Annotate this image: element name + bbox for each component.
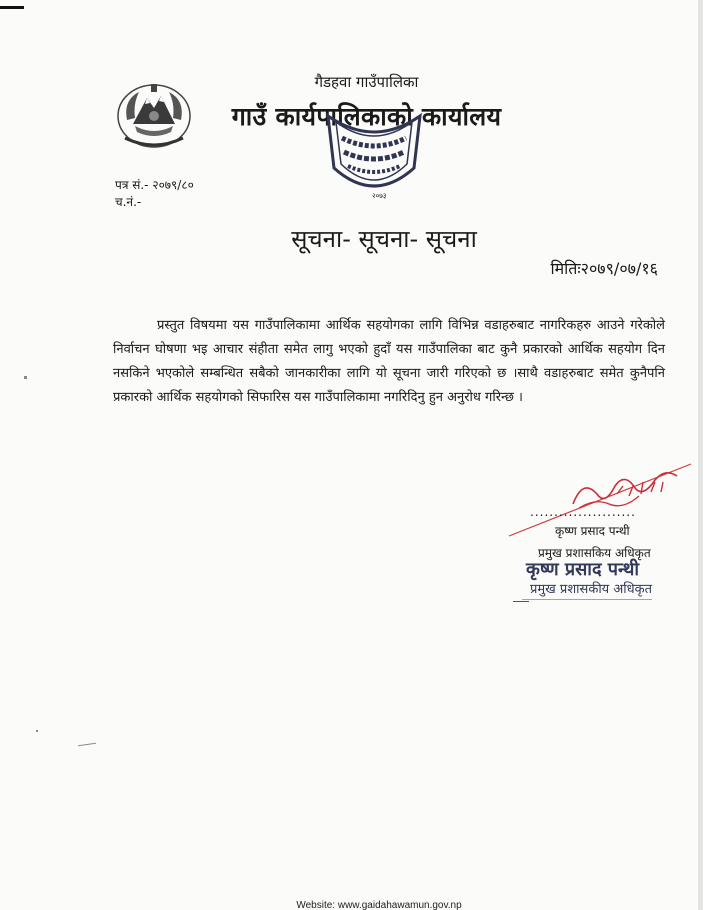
- name-stamp: कृष्ण प्रसाद पन्थी: [526, 559, 639, 580]
- title-stamp: प्रमुख प्रशासकीय अधिकृत: [530, 582, 653, 597]
- signature-line: ......................: [530, 505, 636, 519]
- scan-edge-mark: [0, 6, 24, 9]
- footer-website: Website: www.gaidahawamun.gov.np: [296, 900, 462, 910]
- scan-speck: [36, 730, 38, 732]
- notice-date: मितिः२०७९/०७/१६: [550, 259, 658, 278]
- notice-heading: सूचना- सूचना- सूचना: [291, 225, 477, 253]
- notice-body-text: प्रस्तुत विषयमा यस गाउँपालिकामा आर्थिक सहयोगका लागि विभिन्न वडाहरुबाट नागरिकहरु आउने गरेकोले निर्वाचन घोषणा भइ आचार संहीता समेत लागु भएको हुदाँ यस गाउँपालिका बाट कुनै प्रकारको आर्थिक सहयोग दिन नसकिने भएकोले सम्बन्धित सबैको जानकारीका लागि यो सूचना जारी गरिएको छ ।साथै वडाहरुबाट समेत कुनैपनि प्रकारको आर्थिक सहयोगको सिफारिस यस गाउँपालिकामा नगरिदिनु हुन अनुरोध गरिन्छ ।: [113, 318, 665, 405]
- dispatch-number: च.नं.-: [115, 195, 142, 209]
- signatory-title: प्रमुख प्रशासकिय अधिकृत: [538, 546, 651, 560]
- stamp-underline: [522, 599, 652, 600]
- scan-speck: [24, 376, 27, 379]
- letter-number: पत्र सं.- २०७९/८०: [115, 178, 194, 192]
- stamp-tick-mark: [513, 601, 529, 602]
- office-seal-stamp-icon: [318, 108, 430, 200]
- signatory-name: कृष्ण प्रसाद पन्थी: [555, 524, 630, 538]
- notice-body: [113, 314, 665, 410]
- seal-year: २०७३: [372, 192, 387, 200]
- scan-speck: [78, 743, 96, 746]
- office-title: गाउँ कार्यपालिकाको कार्यालय: [231, 102, 502, 131]
- reference-block: [115, 177, 194, 211]
- scan-edge-shadow: [698, 0, 703, 910]
- municipality-name: गैडहवा गाउँपालिका: [314, 73, 419, 91]
